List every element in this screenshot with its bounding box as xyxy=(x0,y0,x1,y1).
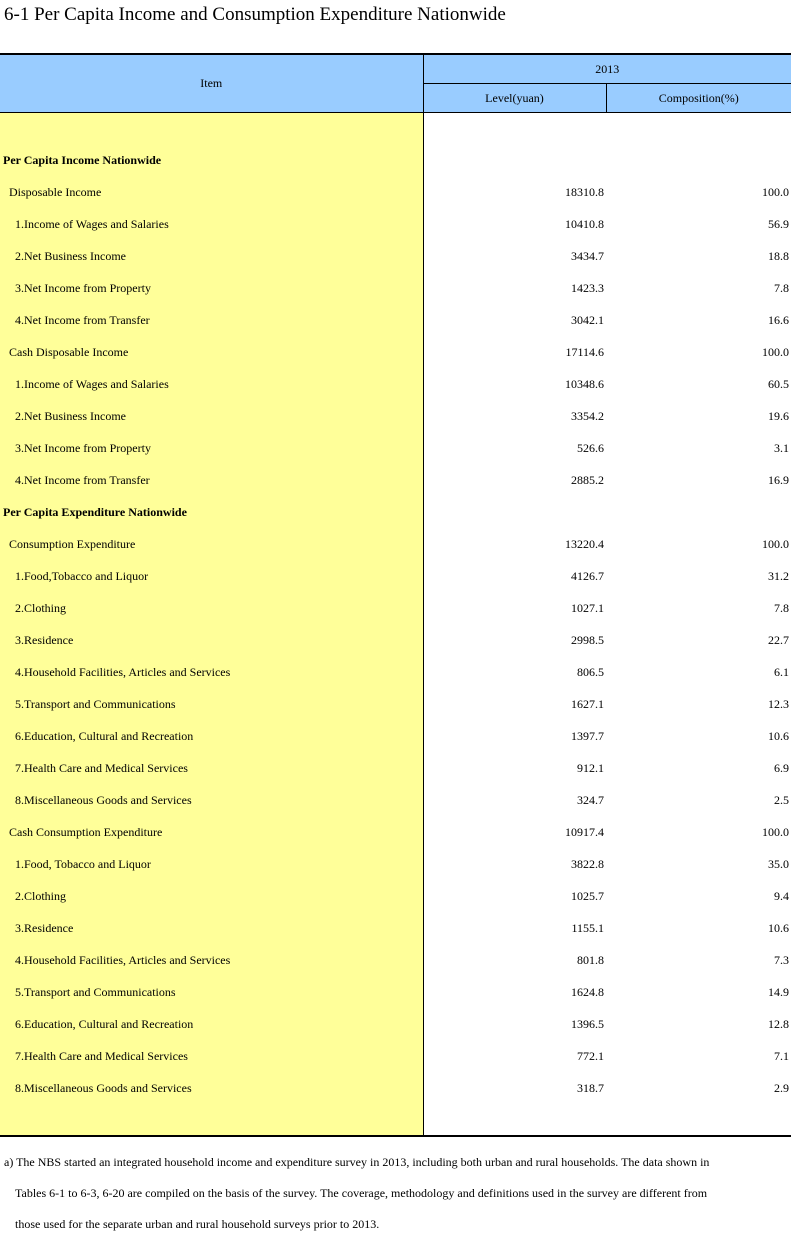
footnote-line: Tables 6-1 to 6-3, 6-20 are compiled on the basis of the survey. The coverage, methodology and definitions used in the survey are different from xyxy=(15,1186,708,1200)
row-label: 1.Food,Tobacco and Liquor xyxy=(0,560,423,592)
table-row xyxy=(0,528,791,560)
table-row xyxy=(0,1040,791,1072)
row-label: Per Capita Expenditure Nationwide xyxy=(0,496,423,528)
cell-level: 10410.8 xyxy=(565,217,604,231)
table-row xyxy=(0,240,791,272)
table-row xyxy=(0,432,791,464)
cell-level xyxy=(423,496,606,528)
table-row xyxy=(0,400,791,432)
cell-level: 2885.2 xyxy=(571,473,604,487)
table-body xyxy=(0,113,791,1137)
cell-level: 806.5 xyxy=(577,665,604,679)
cell-composition: 9.4 xyxy=(774,889,789,903)
cell-composition: 16.9 xyxy=(768,473,789,487)
cell-composition: 7.8 xyxy=(774,281,789,295)
table-row xyxy=(0,1072,791,1104)
footnote-line: those used for the separate urban and rural household surveys prior to 2013. xyxy=(15,1217,380,1231)
table-row xyxy=(0,304,791,336)
footnote xyxy=(4,1147,789,1240)
table-row xyxy=(0,688,791,720)
row-label: 4.Household Facilities, Articles and Services xyxy=(0,656,423,688)
cell-composition: 100.0 xyxy=(762,825,789,839)
table-row xyxy=(0,912,791,944)
table-row xyxy=(0,880,791,912)
row-label: 8.Miscellaneous Goods and Services xyxy=(0,784,423,816)
row-label: 4.Net Income from Transfer xyxy=(0,304,423,336)
cell-level: 1155.1 xyxy=(571,921,604,935)
table-row xyxy=(0,624,791,656)
table-row xyxy=(0,208,791,240)
cell-composition: 100.0 xyxy=(762,185,789,199)
cell-level: 4126.7 xyxy=(571,569,604,583)
cell-composition: 14.9 xyxy=(768,985,789,999)
table-row xyxy=(0,976,791,1008)
cell-composition: 19.6 xyxy=(768,409,789,423)
cell-level: 10348.6 xyxy=(565,377,604,391)
page-title: 6-1 Per Capita Income and Consumption Expenditure Nationwide xyxy=(4,4,506,25)
cell-level: 912.1 xyxy=(577,761,604,775)
cell-level: 3042.1 xyxy=(571,313,604,327)
row-label: 2.Net Business Income xyxy=(0,400,423,432)
cell-composition: 56.9 xyxy=(768,217,789,231)
row-label: 6.Education, Cultural and Recreation xyxy=(0,720,423,752)
table-row xyxy=(0,368,791,400)
table-row xyxy=(0,272,791,304)
row-label: 2.Clothing xyxy=(0,592,423,624)
row-label: 7.Health Care and Medical Services xyxy=(0,752,423,784)
cell-composition: 16.6 xyxy=(768,313,789,327)
cell-composition: 6.1 xyxy=(774,665,789,679)
table-row xyxy=(0,496,791,528)
cell-composition: 100.0 xyxy=(762,537,789,551)
column-header-year: 2013 xyxy=(423,54,791,84)
cell-level: 324.7 xyxy=(577,793,604,807)
cell-level: 17114.6 xyxy=(565,345,604,359)
row-label: 1.Income of Wages and Salaries xyxy=(0,208,423,240)
cell-composition: 3.1 xyxy=(774,441,789,455)
row-label: 7.Health Care and Medical Services xyxy=(0,1040,423,1072)
cell-level: 10917.4 xyxy=(565,825,604,839)
table-row xyxy=(0,464,791,496)
cell-composition: 10.6 xyxy=(768,729,789,743)
cell-composition: 18.8 xyxy=(768,249,789,263)
cell-composition: 2.9 xyxy=(774,1081,789,1095)
cell-composition xyxy=(606,496,791,528)
column-header-composition: Composition(%) xyxy=(606,84,791,113)
row-label: Cash Consumption Expenditure xyxy=(0,816,423,848)
cell-level: 772.1 xyxy=(577,1049,604,1063)
row-label: 5.Transport and Communications xyxy=(0,976,423,1008)
table-row xyxy=(0,944,791,976)
cell-composition: 7.8 xyxy=(774,601,789,615)
cell-level: 2998.5 xyxy=(571,633,604,647)
table-row xyxy=(0,784,791,816)
cell-level: 1423.3 xyxy=(571,281,604,295)
row-label: 2.Net Business Income xyxy=(0,240,423,272)
footnote-line: a) The NBS started an integrated household income and expenditure survey in 2013, including both urban and rural households. The data shown in xyxy=(4,1155,710,1169)
row-label: Per Capita Income Nationwide xyxy=(0,144,423,176)
cell-level: 1397.7 xyxy=(571,729,604,743)
data-table xyxy=(0,53,791,1137)
cell-composition: 31.2 xyxy=(768,569,789,583)
table-row xyxy=(0,176,791,208)
table-row xyxy=(0,848,791,880)
column-header-item: Item xyxy=(0,54,423,113)
row-label: 1.Income of Wages and Salaries xyxy=(0,368,423,400)
table-row xyxy=(0,752,791,784)
cell-composition: 60.5 xyxy=(768,377,789,391)
cell-composition: 7.3 xyxy=(774,953,789,967)
table-row xyxy=(0,1008,791,1040)
row-label: 5.Transport and Communications xyxy=(0,688,423,720)
row-label: 6.Education, Cultural and Recreation xyxy=(0,1008,423,1040)
row-label: Consumption Expenditure xyxy=(0,528,423,560)
cell-composition: 2.5 xyxy=(774,793,789,807)
cell-level: 3354.2 xyxy=(571,409,604,423)
column-header-level: Level(yuan) xyxy=(423,84,606,113)
cell-level: 1624.8 xyxy=(571,985,604,999)
cell-composition: 10.6 xyxy=(768,921,789,935)
row-label: 4.Net Income from Transfer xyxy=(0,464,423,496)
cell-composition: 12.3 xyxy=(768,697,789,711)
table-row xyxy=(0,592,791,624)
cell-composition: 22.7 xyxy=(768,633,789,647)
cell-level: 1025.7 xyxy=(571,889,604,903)
cell-composition xyxy=(606,144,791,176)
table-row xyxy=(0,720,791,752)
cell-level: 526.6 xyxy=(577,441,604,455)
row-label: 8.Miscellaneous Goods and Services xyxy=(0,1072,423,1104)
table-row xyxy=(0,336,791,368)
table-row xyxy=(0,560,791,592)
header-row-year xyxy=(0,54,791,84)
table-row xyxy=(0,816,791,848)
row-label: 3.Residence xyxy=(0,624,423,656)
cell-composition: 7.1 xyxy=(774,1049,789,1063)
row-label: Disposable Income xyxy=(0,176,423,208)
spacer-row xyxy=(0,113,791,145)
spacer-row xyxy=(0,1104,791,1136)
table-row xyxy=(0,144,791,176)
row-label: 1.Food, Tobacco and Liquor xyxy=(0,848,423,880)
row-label: 3.Residence xyxy=(0,912,423,944)
row-label: Cash Disposable Income xyxy=(0,336,423,368)
cell-level: 13220.4 xyxy=(565,537,604,551)
cell-level xyxy=(423,144,606,176)
cell-level: 3434.7 xyxy=(571,249,604,263)
cell-level: 318.7 xyxy=(577,1081,604,1095)
row-label: 3.Net Income from Property xyxy=(0,272,423,304)
cell-level: 1627.1 xyxy=(571,697,604,711)
table-row xyxy=(0,656,791,688)
row-label: 2.Clothing xyxy=(0,880,423,912)
cell-composition: 12.8 xyxy=(768,1017,789,1031)
cell-level: 3822.8 xyxy=(571,857,604,871)
cell-composition: 35.0 xyxy=(768,857,789,871)
cell-level: 1396.5 xyxy=(571,1017,604,1031)
cell-level: 801.8 xyxy=(577,953,604,967)
row-label: 3.Net Income from Property xyxy=(0,432,423,464)
cell-composition: 100.0 xyxy=(762,345,789,359)
cell-level: 1027.1 xyxy=(571,601,604,615)
row-label: 4.Household Facilities, Articles and Services xyxy=(0,944,423,976)
cell-composition: 6.9 xyxy=(774,761,789,775)
cell-level: 18310.8 xyxy=(565,185,604,199)
